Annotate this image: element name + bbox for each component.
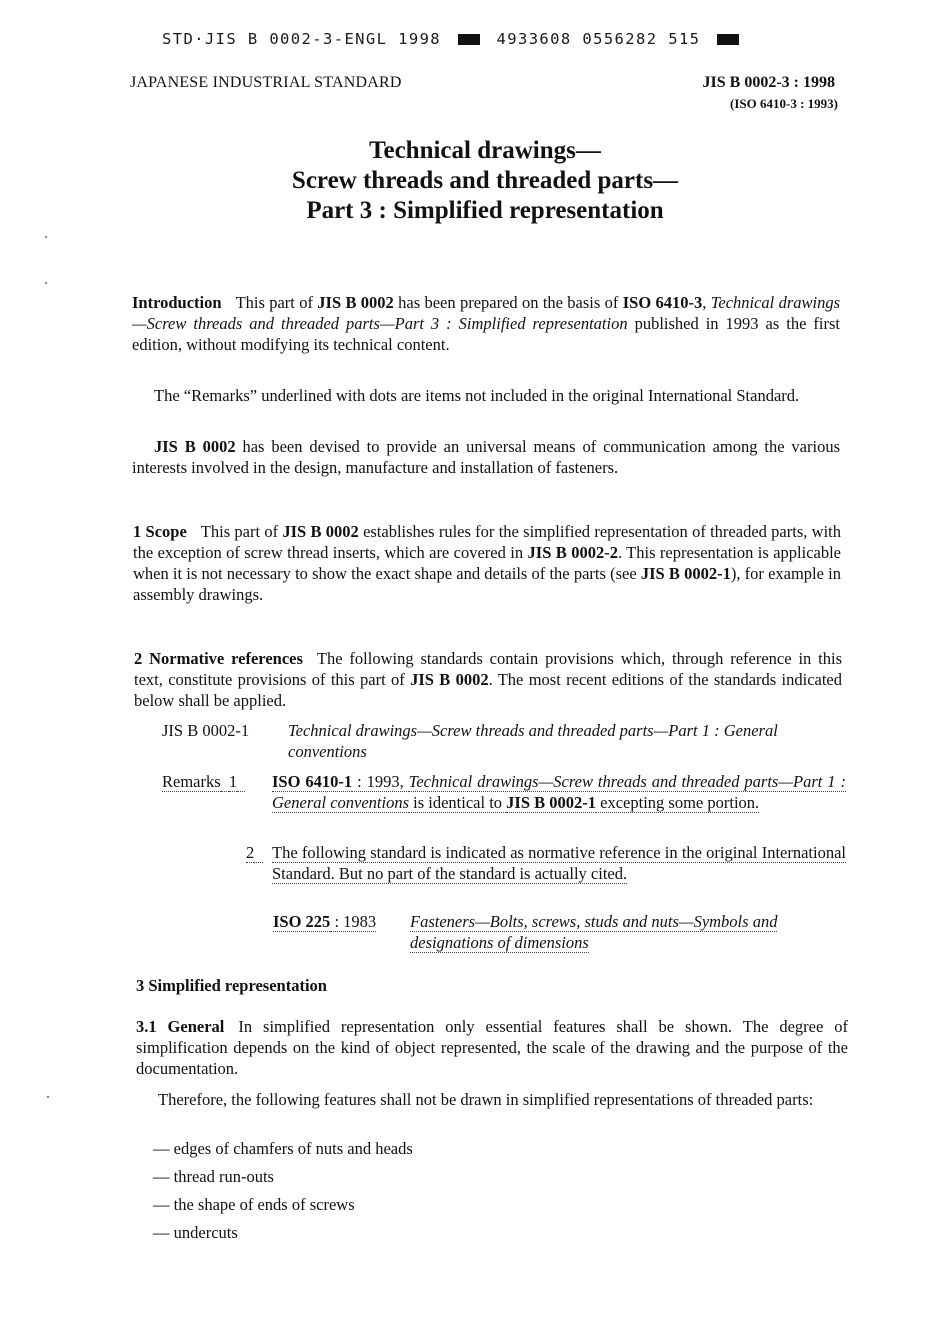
iso-number: (ISO 6410-3 : 1993) [730, 96, 838, 111]
text: Fasteners—Bolts, screws, studs and nuts—Symbols and designations of dimensions [410, 912, 778, 952]
stamp-block-mark [717, 34, 739, 45]
text: : 1993, [352, 772, 409, 791]
list-item: — edges of chamfers of nuts and heads [153, 1139, 413, 1158]
stamp-middle: 4933608 0556282 515 [496, 30, 701, 48]
document-title [130, 136, 840, 226]
stamp-block-mark [458, 34, 480, 45]
stamp-left: STD·JIS B 0002-3-ENGL 1998 [162, 30, 442, 48]
text: . The most recent editions of the standards indicated below shall be applied. [134, 670, 843, 710]
text: ISO 6410-1 [272, 772, 353, 791]
text: JIS B 0002 [317, 293, 394, 312]
general-paragraph [136, 1016, 848, 1079]
text: This part of [235, 293, 318, 312]
intro-purpose-paragraph [132, 436, 840, 478]
text: . This representation is applicable when it is not necessary to show the exact shape and details of the parts (see [133, 543, 841, 583]
text: 2 [246, 843, 255, 862]
features-intro-paragraph: Therefore, the following features shall not be drawn in simplified representations of threaded parts: [158, 1090, 814, 1109]
remarks-label [162, 771, 245, 792]
scan-speck [47, 1096, 49, 1098]
text: JIS B 0002 [282, 522, 359, 541]
scope-heading: 1 Scope [133, 522, 187, 541]
remark-2-number [246, 842, 263, 863]
remark-1 [272, 771, 846, 813]
scan-speck [45, 282, 47, 284]
general-heading: 3.1 General [136, 1017, 225, 1036]
text: ISO 225 [273, 912, 331, 931]
text: is identical to [409, 793, 507, 812]
title-line: Technical drawings— [369, 137, 601, 164]
text: The following standard is indicated as normative reference in the original International Standard. But no part of the standard is actually cited. [272, 843, 846, 883]
text: establishes rules for the simplified representation of threaded parts, with the exception of screw thread inserts, which are covered in [133, 522, 841, 562]
text: published in 1993 as the first edition, without modifying its technical content. [132, 314, 840, 354]
title-line: Screw threads and threaded parts— [291, 167, 679, 194]
normative-heading: 2 Normative references [134, 649, 303, 668]
text: excepting some portion. [596, 793, 760, 812]
remarks-note-paragraph: The “Remarks” underlined with dots are items not included in the original International Standard. [154, 386, 800, 405]
text: 1 [228, 772, 238, 791]
text: JIS B 0002 [154, 437, 236, 456]
intro-heading: Introduction [132, 293, 222, 312]
text: JIS B 0002-2 [527, 543, 618, 562]
standard-number: JIS B 0002-3 : 1998 [702, 74, 835, 91]
scan-stamp [162, 30, 745, 48]
text: Technical drawings—Screw threads and threaded parts—Part 1 : General conventions [272, 772, 846, 812]
reference-id: JIS B 0002-1 [162, 721, 250, 740]
list-item: — the shape of ends of screws [153, 1195, 355, 1214]
text: In simplified representation only essential features shall be shown. The degree of simplification depends on the kind of object represented, the scale of the drawing and the purpose of the documentation. [136, 1017, 848, 1078]
text: Technical drawings—Screw threads and threaded parts—Part 3 : Simplified representation [132, 293, 841, 333]
title-line: Part 3 : Simplified representation [306, 197, 664, 224]
standard-org: JAPANESE INDUSTRIAL STANDARD [130, 74, 402, 91]
text: The following standards contain provisions which, through reference in this text, constitute provisions of this part of [134, 649, 842, 689]
text: JIS B 0002-1 [640, 564, 731, 583]
text: Remarks [162, 772, 221, 791]
scope-paragraph [133, 521, 841, 605]
text: This part of [200, 522, 283, 541]
text: JIS B 0002 [410, 670, 489, 689]
iso225-title [410, 911, 848, 953]
iso225-id [273, 911, 376, 932]
text: ), for example in assembly drawings. [133, 564, 841, 604]
remark-2 [272, 842, 846, 884]
list-item: — undercuts [153, 1223, 238, 1242]
reference-title [288, 720, 848, 762]
scan-speck [45, 236, 47, 238]
section-3-heading: 3 Simplified representation [136, 976, 327, 995]
text: JIS B 0002-1 [506, 793, 597, 812]
normative-paragraph [134, 648, 842, 711]
text: : 1983 [330, 912, 377, 931]
text: ISO 6410-3 [622, 293, 703, 312]
text: , [702, 293, 711, 312]
text: has been devised to provide an universal means of communication among the various interests involved in the design, manufacture and installation of fasteners. [132, 437, 840, 477]
list-item: — thread run-outs [153, 1167, 274, 1186]
text: Technical drawings—Screw threads and threaded parts—Part 1 : General conventions [288, 721, 778, 761]
text: has been prepared on the basis of [393, 293, 623, 312]
intro-paragraph [132, 292, 840, 355]
